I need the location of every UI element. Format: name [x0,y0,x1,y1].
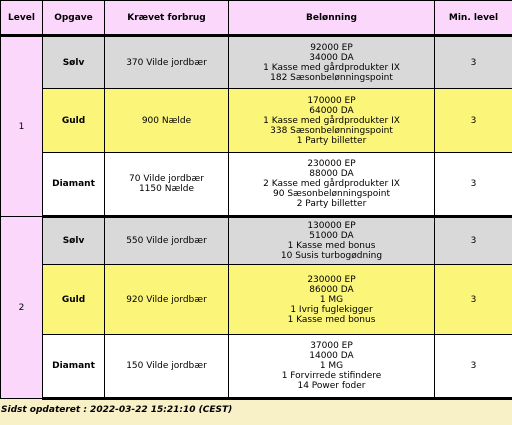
min-level-cell: 3 [435,153,512,217]
reward-line: 1 Kasse med gårdprodukter IX [263,62,400,73]
forbrug-line: 920 Vilde jordbær [126,294,207,305]
reward-line: 1 MG [319,294,344,305]
forbrug-cell [105,36,229,89]
reward-line: 1 MG [319,361,344,371]
forbrug-cell [105,335,229,399]
table-row [1,153,512,217]
forbrug-cell [105,265,229,335]
reward-line: 34000 DA [309,52,354,63]
opgave-cell: Diamant [43,153,105,217]
reward-cell [229,89,435,153]
reward-line: 10 Susis turbogødning [280,251,383,261]
reward-line: 14 Power foder [297,381,366,391]
min-level-cell: 3 [435,335,512,399]
reward-line: 230000 EP [307,274,356,285]
reward-line: 64000 DA [309,105,354,116]
reward-line: 1 Kasse med gårdprodukter IX [263,115,400,126]
reward-cell [229,217,435,265]
forbrug-line: 900 Nælde [141,115,192,126]
forbrug-cell [105,89,229,153]
reward-line: 1 Kasse med bonus [287,241,376,251]
reward-line: 230000 EP [307,159,356,169]
reward-cell [229,153,435,217]
reward-line: 1 Kasse med bonus [287,314,376,325]
header-forbrug: Krævet forbrug [105,1,229,36]
opgave-cell: Sølv [43,36,105,89]
forbrug-line: 550 Vilde jordbær [126,236,207,246]
table-row [1,89,512,153]
reward-line: 338 Sæsonbelønningspoint [270,125,393,136]
reward-line: 130000 EP [307,221,356,231]
reward-line: 2 Kasse med gårdprodukter IX [263,179,400,189]
forbrug-line: 150 Vilde jordbær [126,361,207,371]
header-row [1,1,512,36]
reward-cell [229,265,435,335]
opgave-cell: Guld [43,89,105,153]
min-level-cell: 3 [435,265,512,335]
min-level-cell: 3 [435,89,512,153]
level-cell: 2 [1,217,43,399]
header-opgave: Opgave [43,1,105,36]
reward-cell [229,36,435,89]
reward-line: 1 Ivrig fuglekigger [290,304,373,315]
reward-line: 14000 DA [309,351,354,361]
forbrug-line: 1150 Nælde [138,184,195,194]
table-row [1,217,512,265]
header-belonning: Belønning [229,1,435,36]
level-cell: 1 [1,36,43,217]
header-min-level: Min. level [435,1,512,36]
reward-line: 90 Sæsonbelønningspoint [273,189,390,199]
header-level: Level [1,1,43,36]
reward-line: 51000 DA [309,231,354,241]
reward-line: 182 Sæsonbelønningspoint [270,72,393,83]
forbrug-line: 70 Vilde jordbær [129,174,204,184]
reward-line: 92000 EP [310,42,353,53]
opgave-cell: Sølv [43,217,105,265]
forbrug-cell [105,217,229,265]
forbrug-cell [105,153,229,217]
table-row [1,36,512,89]
min-level-cell: 3 [435,36,512,89]
reward-line: 2 Party billetter [296,199,367,209]
opgave-cell: Diamant [43,335,105,399]
reward-line: 170000 EP [307,95,356,106]
last-updated: Sidst opdateret : 2022-03-22 15:21:10 (CEST) [1,405,233,415]
forbrug-line: 370 Vilde jordbær [126,57,207,68]
min-level-cell: 3 [435,217,512,265]
opgave-cell: Guld [43,265,105,335]
table-row [1,265,512,335]
reward-cell [229,335,435,399]
reward-line: 88000 DA [309,169,354,179]
table-row [1,335,512,399]
reward-line: 1 Forvirrede stifindere [281,371,382,381]
reward-line: 37000 EP [310,341,353,351]
reward-line: 86000 DA [309,284,354,295]
reward-line: 1 Party billetter [296,135,367,146]
